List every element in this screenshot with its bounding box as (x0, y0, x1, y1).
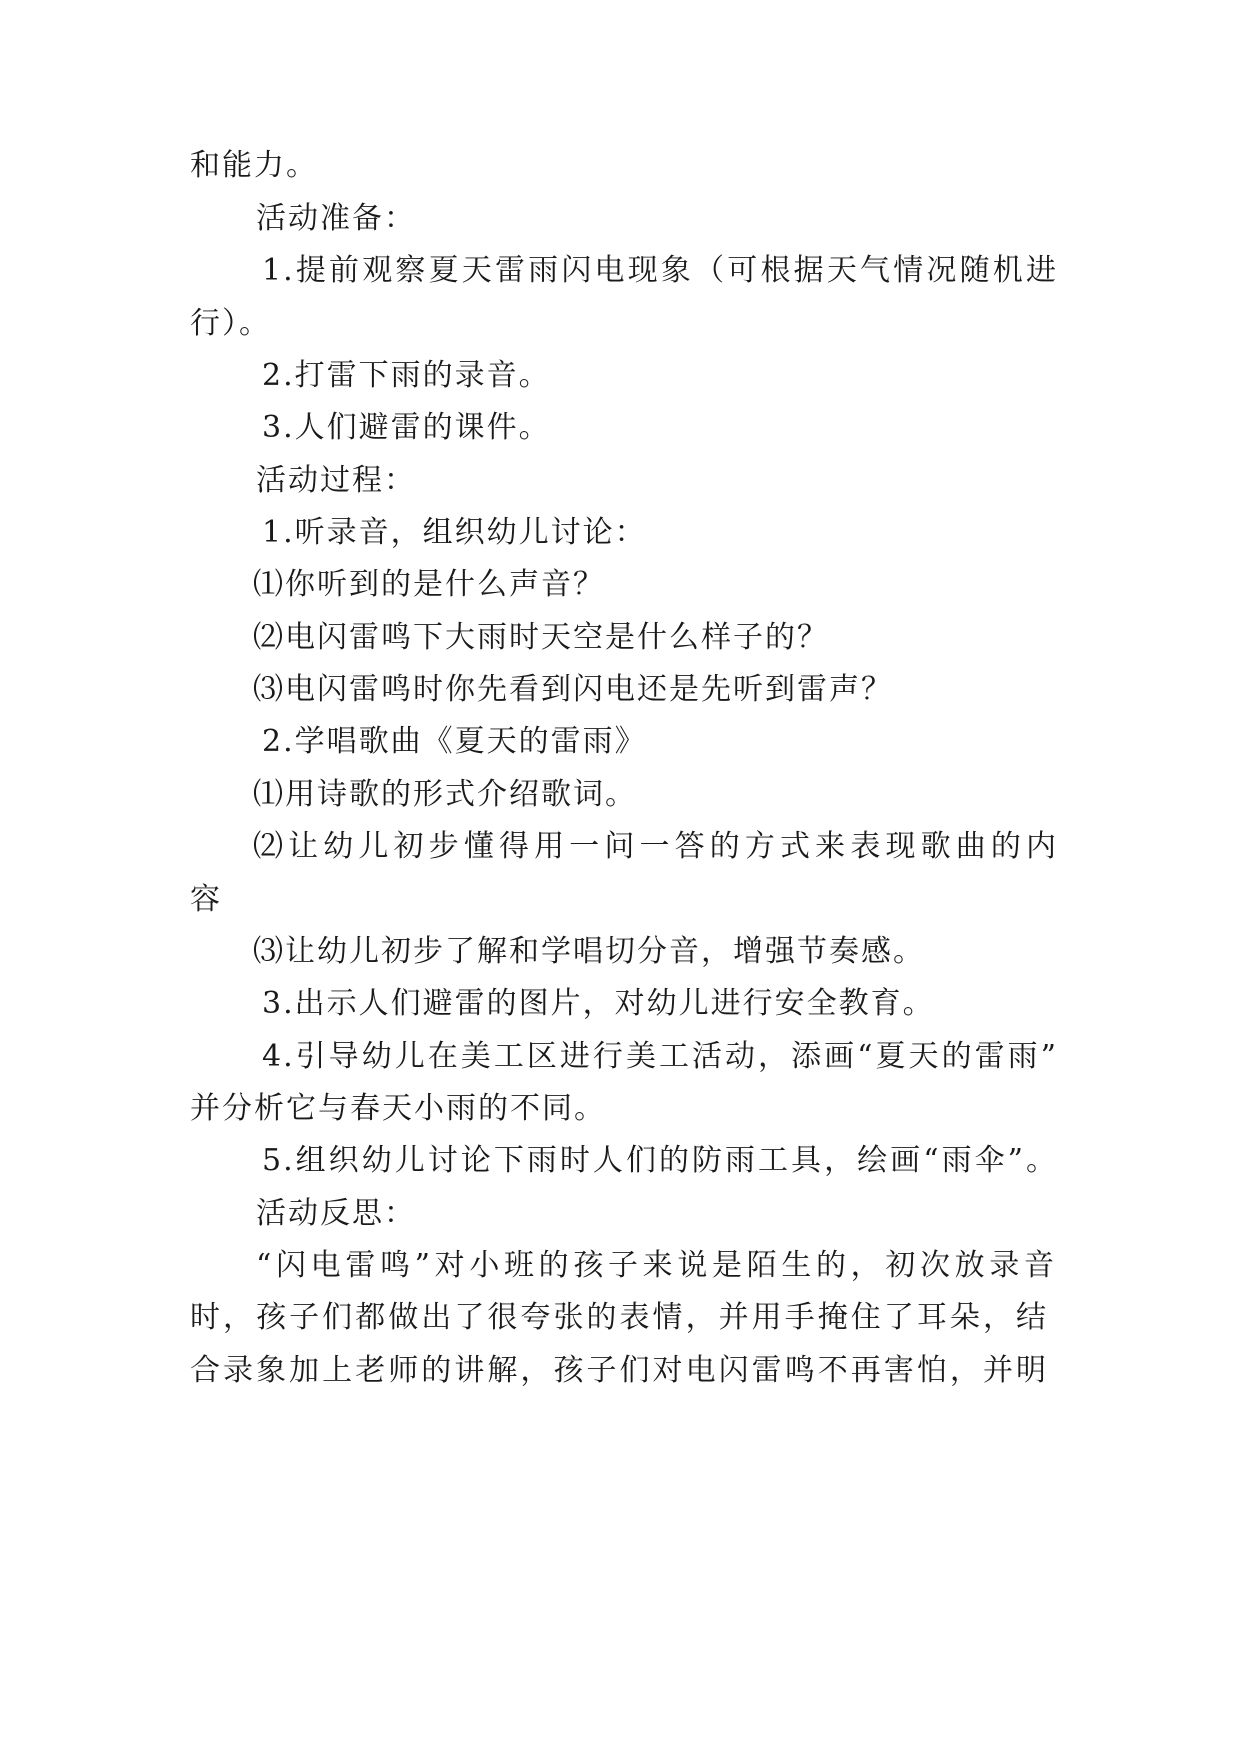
text-line: ⑶电闪雷鸣时你先看到闪电还是先听到雷声？ (253, 672, 893, 707)
text-line: ⑵让幼儿初步懂得用一问一答的方式来表现歌曲的内 (253, 829, 1058, 864)
text-line: ⑶让幼儿初步了解和学唱切分音，增强节奏感。 (253, 934, 925, 969)
text-line: ⑵电闪雷鸣下大雨时天空是什么样子的？ (253, 620, 829, 655)
text-line: 3.人们避雷的课件。 (262, 410, 551, 445)
text-line: 2.学唱歌曲《夏天的雷雨》 (262, 724, 647, 759)
text-line: 3.出示人们避雷的图片，对幼儿进行安全教育。 (262, 986, 935, 1021)
text-line: 和能力。 (190, 148, 318, 183)
text-line: 容 (190, 882, 222, 917)
text-line: 1.提前观察夏天雷雨闪电现象（可根据天气情况随机进 (262, 253, 1058, 288)
text-line: “闪电雷鸣”对小班的孩子来说是陌生的，初次放录音 (256, 1248, 1056, 1283)
text-line: 合录象加上老师的讲解，孩子们对电闪雷鸣不再害怕，并明 (190, 1353, 1048, 1388)
text-line: ⑴用诗歌的形式介绍歌词。 (253, 777, 637, 812)
text-line: 行）。 (190, 306, 271, 341)
text-line: ⑴你听到的是什么声音？ (253, 567, 605, 602)
text-line: 5.组织幼儿讨论下雨时人们的防雨工具，绘画“雨伞”。 (262, 1143, 1058, 1178)
text-line: 2.打雷下雨的录音。 (262, 358, 551, 393)
text-line: 4.引导幼儿在美工区进行美工活动，添画“夏天的雷雨” (262, 1039, 1058, 1074)
section-heading-process: 活动过程： (256, 463, 416, 498)
text-line: 1.听录音，组织幼儿讨论： (262, 515, 647, 550)
text-line: 时，孩子们都做出了很夸张的表情，并用手掩住了耳朵，结 (190, 1300, 1048, 1335)
text-line: 并分析它与春天小雨的不同。 (190, 1091, 606, 1126)
section-heading-preparation: 活动准备： (256, 201, 416, 236)
section-heading-reflection: 活动反思： (256, 1196, 416, 1231)
